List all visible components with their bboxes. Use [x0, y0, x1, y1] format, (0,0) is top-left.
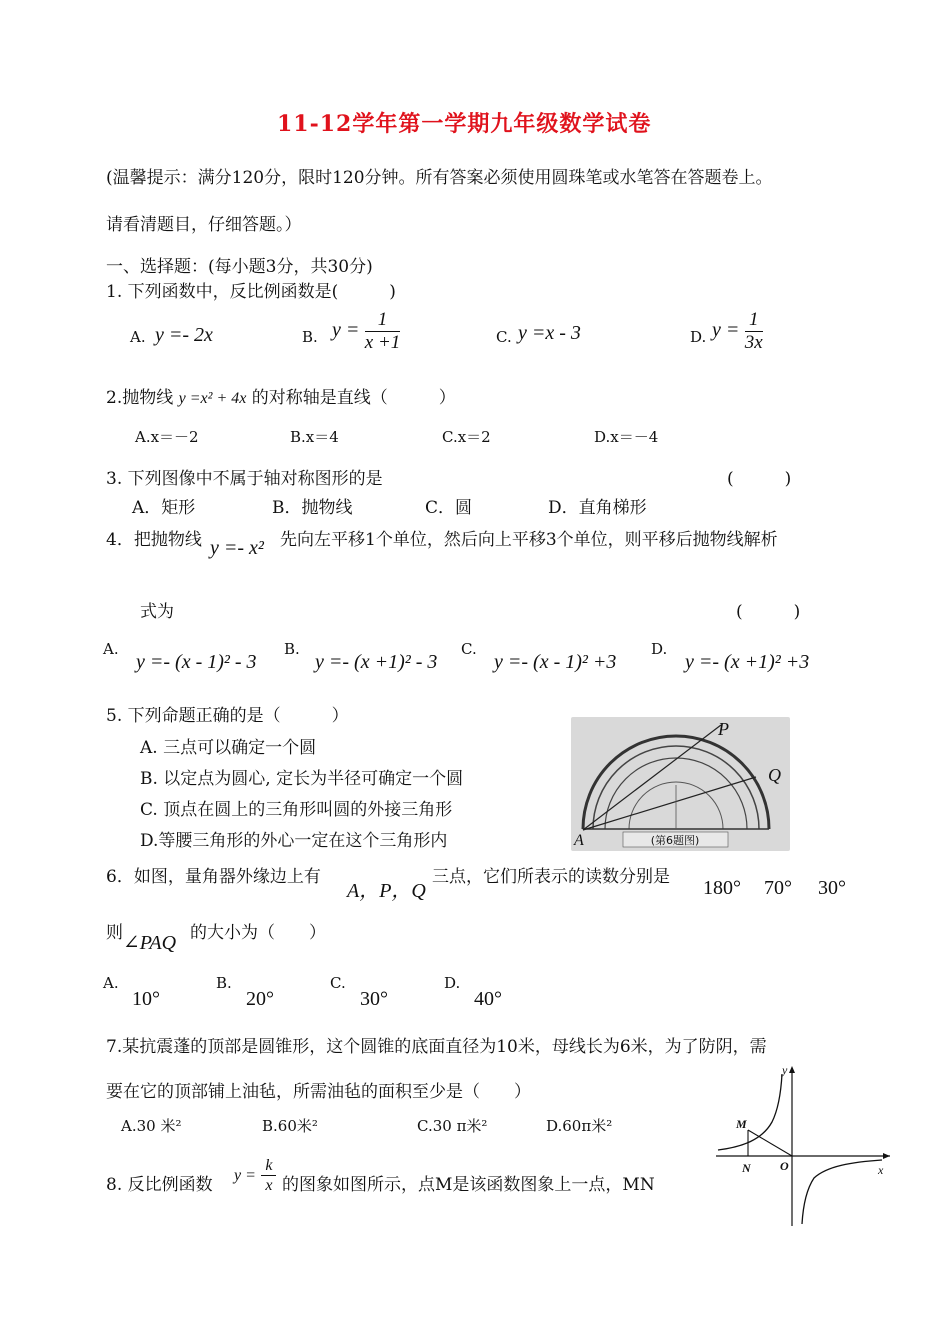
segment-mo [748, 1130, 792, 1156]
q1-b-fraction [365, 309, 401, 354]
q4-paren: ( ) [736, 602, 801, 622]
hyperbola-figure [712, 1062, 896, 1228]
q2-stem-pre: 2.抛物线 [106, 388, 174, 408]
q1-d-lhs: y = [712, 319, 740, 341]
q1-d-label: D. [690, 328, 707, 346]
q6-reading-1: 180° [703, 877, 741, 899]
label-m: M [736, 1117, 747, 1131]
q4-c-math: y =- (x - 1)² +3 [494, 651, 617, 673]
q6-stem-pre: 6．如图，量角器外缘边上有 [106, 867, 321, 887]
hyperbola-branch-right [802, 1160, 882, 1224]
q8-frac-num: k [261, 1156, 276, 1176]
label-q: Q [768, 765, 781, 785]
q1-a-label: A. [130, 328, 146, 346]
ray-ap [583, 725, 721, 830]
q8-frac-den: x [265, 1177, 273, 1194]
q4-stem-pre: 4．把抛物线 [106, 530, 202, 550]
q6-b-label: B. [216, 974, 232, 992]
q4-c-label: C. [461, 640, 477, 658]
q6-d-value: 40° [474, 988, 502, 1010]
label-x: x [878, 1163, 884, 1177]
q6-stem-mid: 三点，它们所表示的读数分别是 [432, 867, 670, 887]
notice-line-2: 请看清题目，仔细答题。） [106, 215, 302, 235]
q2-option-c: C.x＝2 [442, 428, 491, 446]
hyperbola-branch-left [718, 1074, 782, 1150]
q8-stem-post: 的图象如图所示，点M是该函数图象上一点，MN [282, 1175, 655, 1195]
q1-stem: 1. 下列函数中，反比例函数是( ) [106, 282, 396, 302]
y-axis-arrow [789, 1066, 795, 1073]
x-axis-arrow [883, 1153, 890, 1159]
q1-d-fraction [745, 309, 763, 354]
section-heading: 一、选择题：(每小题3分，共30分) [106, 257, 373, 277]
q8-frac-lhs: y = [234, 1167, 256, 1184]
q3-paren: ( ) [727, 469, 792, 489]
q1-d-num: 1 [745, 309, 763, 332]
q4-d-label: D. [651, 640, 668, 658]
q3-option-b: B．抛物线 [272, 498, 353, 518]
q2-stem [106, 383, 456, 408]
notice-line-1: (温馨提示：满分120分，限时120分钟。所有答案必须使用圆珠笔或水笔答在答题卷上。 [106, 168, 773, 188]
q2-stem-math: y =x² + 4x [178, 390, 247, 407]
q5-option-a: A. 三点可以确定一个圆 [140, 738, 317, 758]
protractor-figure [571, 717, 790, 851]
q6-angle: ∠PAQ [123, 932, 177, 954]
q6-then: 则 [106, 923, 123, 943]
q3-option-d: D．直角梯形 [548, 498, 647, 518]
q6-a-value: 10° [132, 988, 160, 1010]
q4-a-math: y =- (x - 1)² - 3 [136, 651, 257, 673]
q7-option-a: A.30 米² [121, 1117, 182, 1135]
label-o: O [780, 1159, 789, 1173]
q6-reading-2: 70° [764, 877, 792, 899]
hyperbola-drawing [712, 1062, 896, 1228]
q8-fraction-expr [234, 1156, 276, 1195]
q5-option-b: B. 以定点为圆心, 定长为半径可确定一个圆 [140, 769, 464, 789]
q2-option-a: A.x＝－2 [135, 428, 199, 446]
q1-a-math: y =- 2x [155, 324, 213, 346]
q7-option-d: D.60π米² [546, 1117, 613, 1135]
page-title: 11-12学年第一学期九年级数学试卷 [277, 111, 652, 137]
q2-option-d: D.x＝－4 [594, 428, 659, 446]
q7-option-b: B.60米² [262, 1117, 318, 1135]
q6-b-value: 20° [246, 988, 274, 1010]
q6-stem-post: 的大小为（ ） [190, 923, 326, 943]
q4-stem-post: 先向左平移1个单位，然后向上平移3个单位，则平移后抛物线解析 [280, 530, 778, 550]
q1-d-den: 3x [744, 332, 763, 353]
q4-b-math: y =- (x +1)² - 3 [315, 651, 438, 673]
q4-b-label: B. [284, 640, 300, 658]
q5-option-d: D.等腰三角形的外心一定在这个三角形内 [140, 831, 448, 851]
q6-a-label: A. [103, 974, 119, 992]
q6-points: A，P，Q [347, 880, 426, 902]
q5-stem: 5. 下列命题正确的是（ ） [106, 706, 349, 726]
q5-option-c: C. 顶点在圆上的三角形叫圆的外接三角形 [140, 800, 453, 820]
q1-c-label: C. [496, 328, 512, 346]
q1-b-lhs: y = [332, 319, 360, 341]
label-y: y [782, 1063, 788, 1077]
q1-b-math [332, 309, 400, 354]
q2-stem-post: 的对称轴是直线（ ） [251, 388, 456, 408]
q4-stem-cont: 式为 [140, 602, 174, 622]
q6-d-label: D. [444, 974, 461, 992]
q4-d-math: y =- (x +1)² +3 [685, 651, 810, 673]
q6-c-value: 30° [360, 988, 388, 1010]
q1-b-num: 1 [365, 309, 401, 332]
q1-c-math: y =x - 3 [518, 322, 581, 344]
q1-b-label: B. [302, 328, 318, 346]
label-a: A [574, 832, 584, 849]
q1-d-math [712, 309, 763, 354]
q8-stem-pre: 8. 反比例函数 [106, 1175, 213, 1195]
label-p: P [718, 719, 729, 739]
q2-option-b: B.x＝4 [290, 428, 339, 446]
q3-stem: 3. 下列图像中不属于轴对称图形的是 [106, 469, 383, 489]
q7-option-c: C.30 π米² [417, 1117, 488, 1135]
q1-b-den: x +1 [364, 332, 401, 353]
protractor-drawing [571, 717, 790, 851]
q4-a-label: A. [103, 640, 119, 658]
q4-stem-math: y =- x² [210, 537, 264, 559]
q6-c-label: C. [330, 974, 346, 992]
q7-stem-line-1: 7.某抗震蓬的顶部是圆锥形，这个圆锥的底面直径为10米，母线长为6米，为了防阴，需 [106, 1037, 767, 1057]
q6-reading-3: 30° [818, 877, 846, 899]
q3-option-c: C．圆 [425, 498, 473, 518]
q3-option-a: A．矩形 [132, 498, 196, 518]
label-n: N [742, 1161, 751, 1175]
q8-fraction [261, 1156, 276, 1195]
q7-stem-line-2: 要在它的顶部铺上油毡，所需油毡的面积至少是（ ） [106, 1082, 531, 1102]
figure6-caption: (第6题图) [650, 834, 700, 847]
